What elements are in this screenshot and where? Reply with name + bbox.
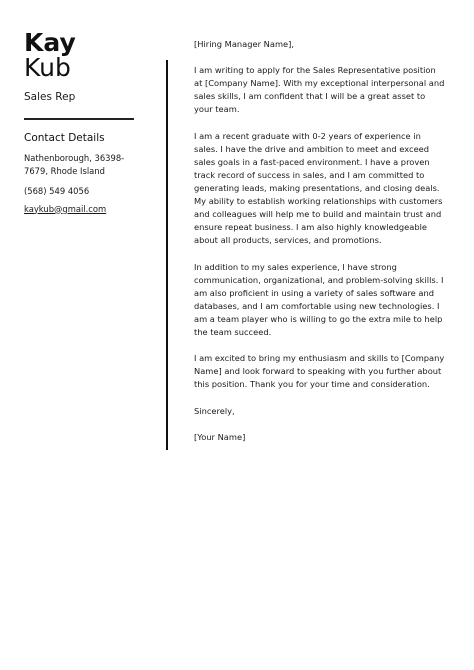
cover-letter-body [194,38,446,457]
letter-closing: Sincerely, [194,405,235,416]
job-title: Sales Rep [24,91,76,103]
contact-phone: (568) 549 4056 [24,185,90,196]
sidebar-divider [24,118,134,120]
contact-email-link[interactable]: kaykub@gmail.com [24,203,107,214]
contact-address: Nathenborough, 36398-7679, Rhode Island [24,152,125,176]
first-name: Kay [24,28,76,57]
letter-paragraph-2: I am a recent graduate with 0-2 years of experience in sales. I have the drive and ambition to meet and exceed sales goals in a fast-paced environment. I have a proven track record of success in sales, and I am committed to generating leads, making presentations, and closing deals. My ability to establish working relationships with customers and colleagues will help me to build and maintain trust and ensure repeat business. I am also highly knowledgeable about all products, services, and promotions. [194,130,443,246]
contact-details-heading: Contact Details [24,131,105,144]
vertical-divider [166,60,168,450]
letter-paragraph-3: In addition to my sales experience, I have strong communication, organizational, and problem-solving skills. I am also proficient in using a variety of sales software and databases, and I am comfortable using new technologies. I am a team player who is willing to go the extra mile to help the team succeed. [194,261,444,338]
letter-paragraph-1: I am writing to apply for the Sales Representative position at [Company Name]. With my exceptional interpersonal and sales skills, I am confident that I will be a great asset to your team. [194,65,445,115]
letter-paragraph-4: I am excited to bring my enthusiasm and skills to [Company Name] and look forward to speaking with you further about this position. Thank you for your time and consideration. [194,353,445,390]
letter-salutation: [Hiring Manager Name], [194,39,295,49]
last-name: Kub [24,53,71,82]
letter-signature: [Your Name] [194,431,246,442]
sidebar [24,30,136,216]
